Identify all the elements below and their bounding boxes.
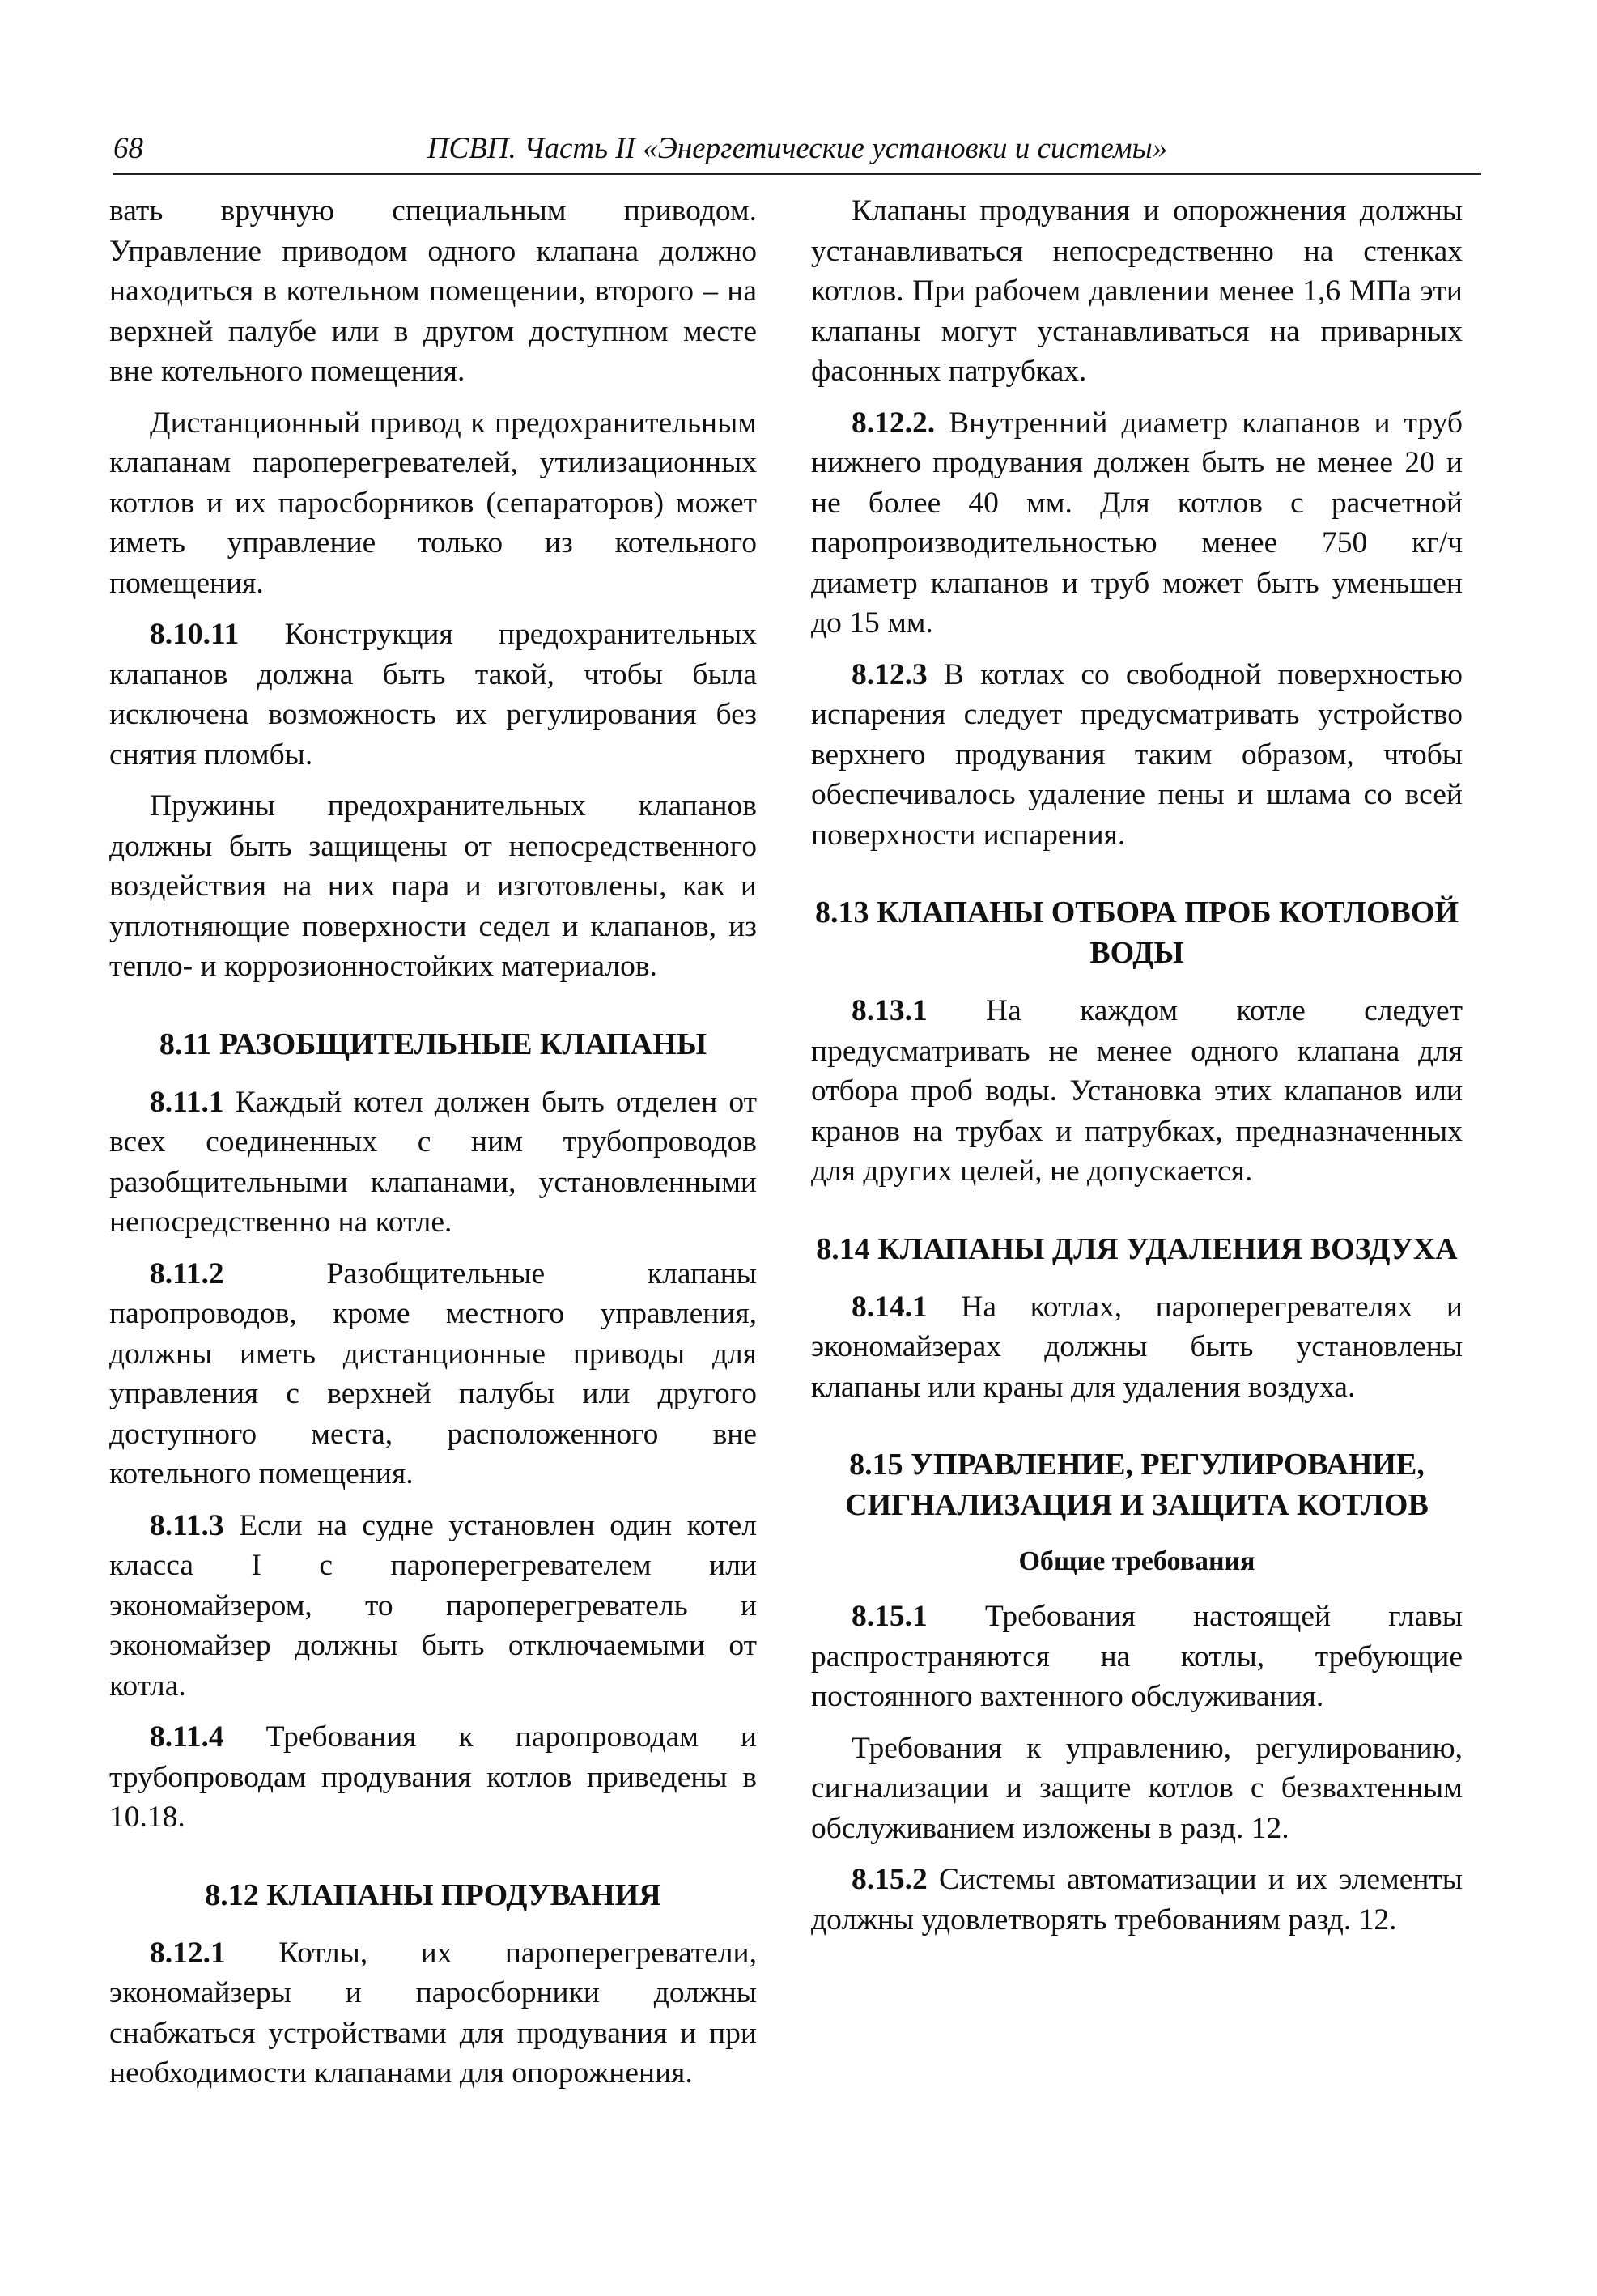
section-heading: 8.14 КЛАПАНЫ ДЛЯ УДАЛЕНИЯ ВОЗДУХА: [816, 1231, 1458, 1266]
paragraph: Клапаны продувания и опорожнения должны устанавливаться непосредственно на стенках котлов. При рабочем давлении менее 1,6 МПа эти клапаны могут устанавливаться на приварных фасонных патрубках.: [811, 194, 1463, 388]
paragraph: 8.11.3 Если на судне установлен один котел класса I с пароперегревателем или экономайзером, то пароперегреватель и экономайзер должны быть отключаемыми от котла.: [109, 1508, 757, 1703]
clause-number: 8.10.11: [150, 618, 240, 651]
paragraph: 8.12.2. Внутренний диаметр клапанов и труб нижнего продувания должен быть не менее 20 и не более 40 мм. Для котлов с расчетной паропроизводительностью менее 750 кг/ч диаметр клапанов и труб может быть уменьшен до 15 мм.: [811, 406, 1463, 640]
paragraph: 8.12.3 В котлах со свободной поверхностью испарения следует предусматривать устройство верхнего продувания таким образом, чтобы обеспечивалось удаление пены и шлама со всей поверхности испарения.: [811, 657, 1463, 852]
subheading: Общие требования: [1018, 1546, 1255, 1576]
paragraph: 8.15.2 Системы автоматизации и их элементы должны удовлетворять требованиям разд. 12.: [811, 1863, 1463, 1937]
section-heading: 8.13 КЛАПАНЫ ОТБОРА ПРОБ КОТЛОВОЙ ВОДЫ: [814, 895, 1459, 970]
clause-number: 8.15.1: [852, 1600, 928, 1633]
clause-number: 8.15.2: [852, 1863, 928, 1896]
page-number: 68: [113, 132, 143, 165]
clause-number: 8.11.4: [150, 1720, 224, 1754]
clause-number: 8.13.1: [852, 994, 928, 1027]
header-rule: [113, 173, 1481, 175]
paragraph: Требования к управлению, регулированию, сигнализации и защите котлов с безвахтенным обслуживанием изложены в разд. 12.: [811, 1731, 1463, 1845]
section-heading: 8.15 УПРАВЛЕНИЕ, РЕГУЛИРОВАНИЕ, СИГНАЛИЗАЦИЯ И ЗАЩИТА КОТЛОВ: [845, 1448, 1429, 1522]
clause-number: 8.12.2.: [852, 406, 936, 440]
clause-number: 8.12.3: [852, 657, 928, 691]
running-title: ПСВП. Часть II «Энергетические установки и системы»: [427, 132, 1168, 165]
paragraph: 8.11.2 Разобщительные клапаны паропроводов, кроме местного управления, должны иметь дистанционные приводы для управления с верхней палубы или другого доступного места, расположенного вне котельного помещения.: [109, 1256, 757, 1490]
clause-number: 8.14.1: [852, 1290, 928, 1324]
paragraph: 8.10.11 Конструкция предохранительных клапанов должна быть такой, чтобы была исключена возможность их регулирования без снятия пломбы.: [109, 618, 757, 772]
right-column: [811, 191, 1463, 1951]
paragraph: 8.11.1 Каждый котел должен быть отделен от всех соединенных с ним трубопроводов разобщительными клапанами, установленными непосредственно на котле.: [109, 1085, 757, 1239]
running-head: [113, 128, 1481, 170]
clause-number: 8.11.2: [150, 1256, 224, 1290]
clause-number: 8.12.1: [150, 1936, 226, 1970]
paragraph: вать вручную специальным приводом. Управление приводом одного клапана должно находиться в котельном помещении, второго – на верхней палубе или в другом доступном месте вне котельного помещения.: [109, 194, 757, 388]
clause-number: 8.11.1: [150, 1085, 224, 1119]
paragraph: 8.13.1 На каждом котле следует предусматривать не менее одного клапана для отбора проб воды. Установка этих клапанов или кранов на трубах и патрубках, предназначенных для других целей, не допускается.: [811, 994, 1463, 1188]
section-heading: 8.12 КЛАПАНЫ ПРОДУВАНИЯ: [205, 1877, 661, 1912]
clause-number: 8.11.3: [150, 1508, 224, 1542]
paragraph: Пружины предохранительных клапанов должны быть защищены от непосредственного воздействия на них пара и изготовлены, как и уплотняющие поверхности седел и клапанов, из тепло- и коррозионностойких материалов.: [109, 789, 757, 983]
paragraph: 8.15.1 Требования настоящей главы распространяются на котлы, требующие постоянного вахтенного обслуживания.: [811, 1600, 1463, 1713]
section-heading: 8.11 РАЗОБЩИТЕЛЬНЫЕ КЛАПАНЫ: [159, 1027, 707, 1061]
paragraph: 8.14.1 На котлах, пароперегревателях и экономайзерах должны быть установлены клапаны или краны для удаления воздуха.: [811, 1290, 1463, 1404]
paragraph: 8.11.4 Требования к паропроводам и трубопроводам продувания котлов приведены в 10.18.: [109, 1720, 757, 1834]
paragraph: Дистанционный привод к предохранительным клапанам пароперегревателей, утилизационных котлов и их паросборников (сепараторов) может иметь управление только из котельного помещения.: [109, 406, 757, 600]
left-column: [109, 191, 757, 2105]
paragraph: 8.12.1 Котлы, их пароперегреватели, экономайзеры и паросборники должны снабжаться устройствами для продувания и при необходимости клапанами для опорожнения.: [109, 1936, 757, 2090]
